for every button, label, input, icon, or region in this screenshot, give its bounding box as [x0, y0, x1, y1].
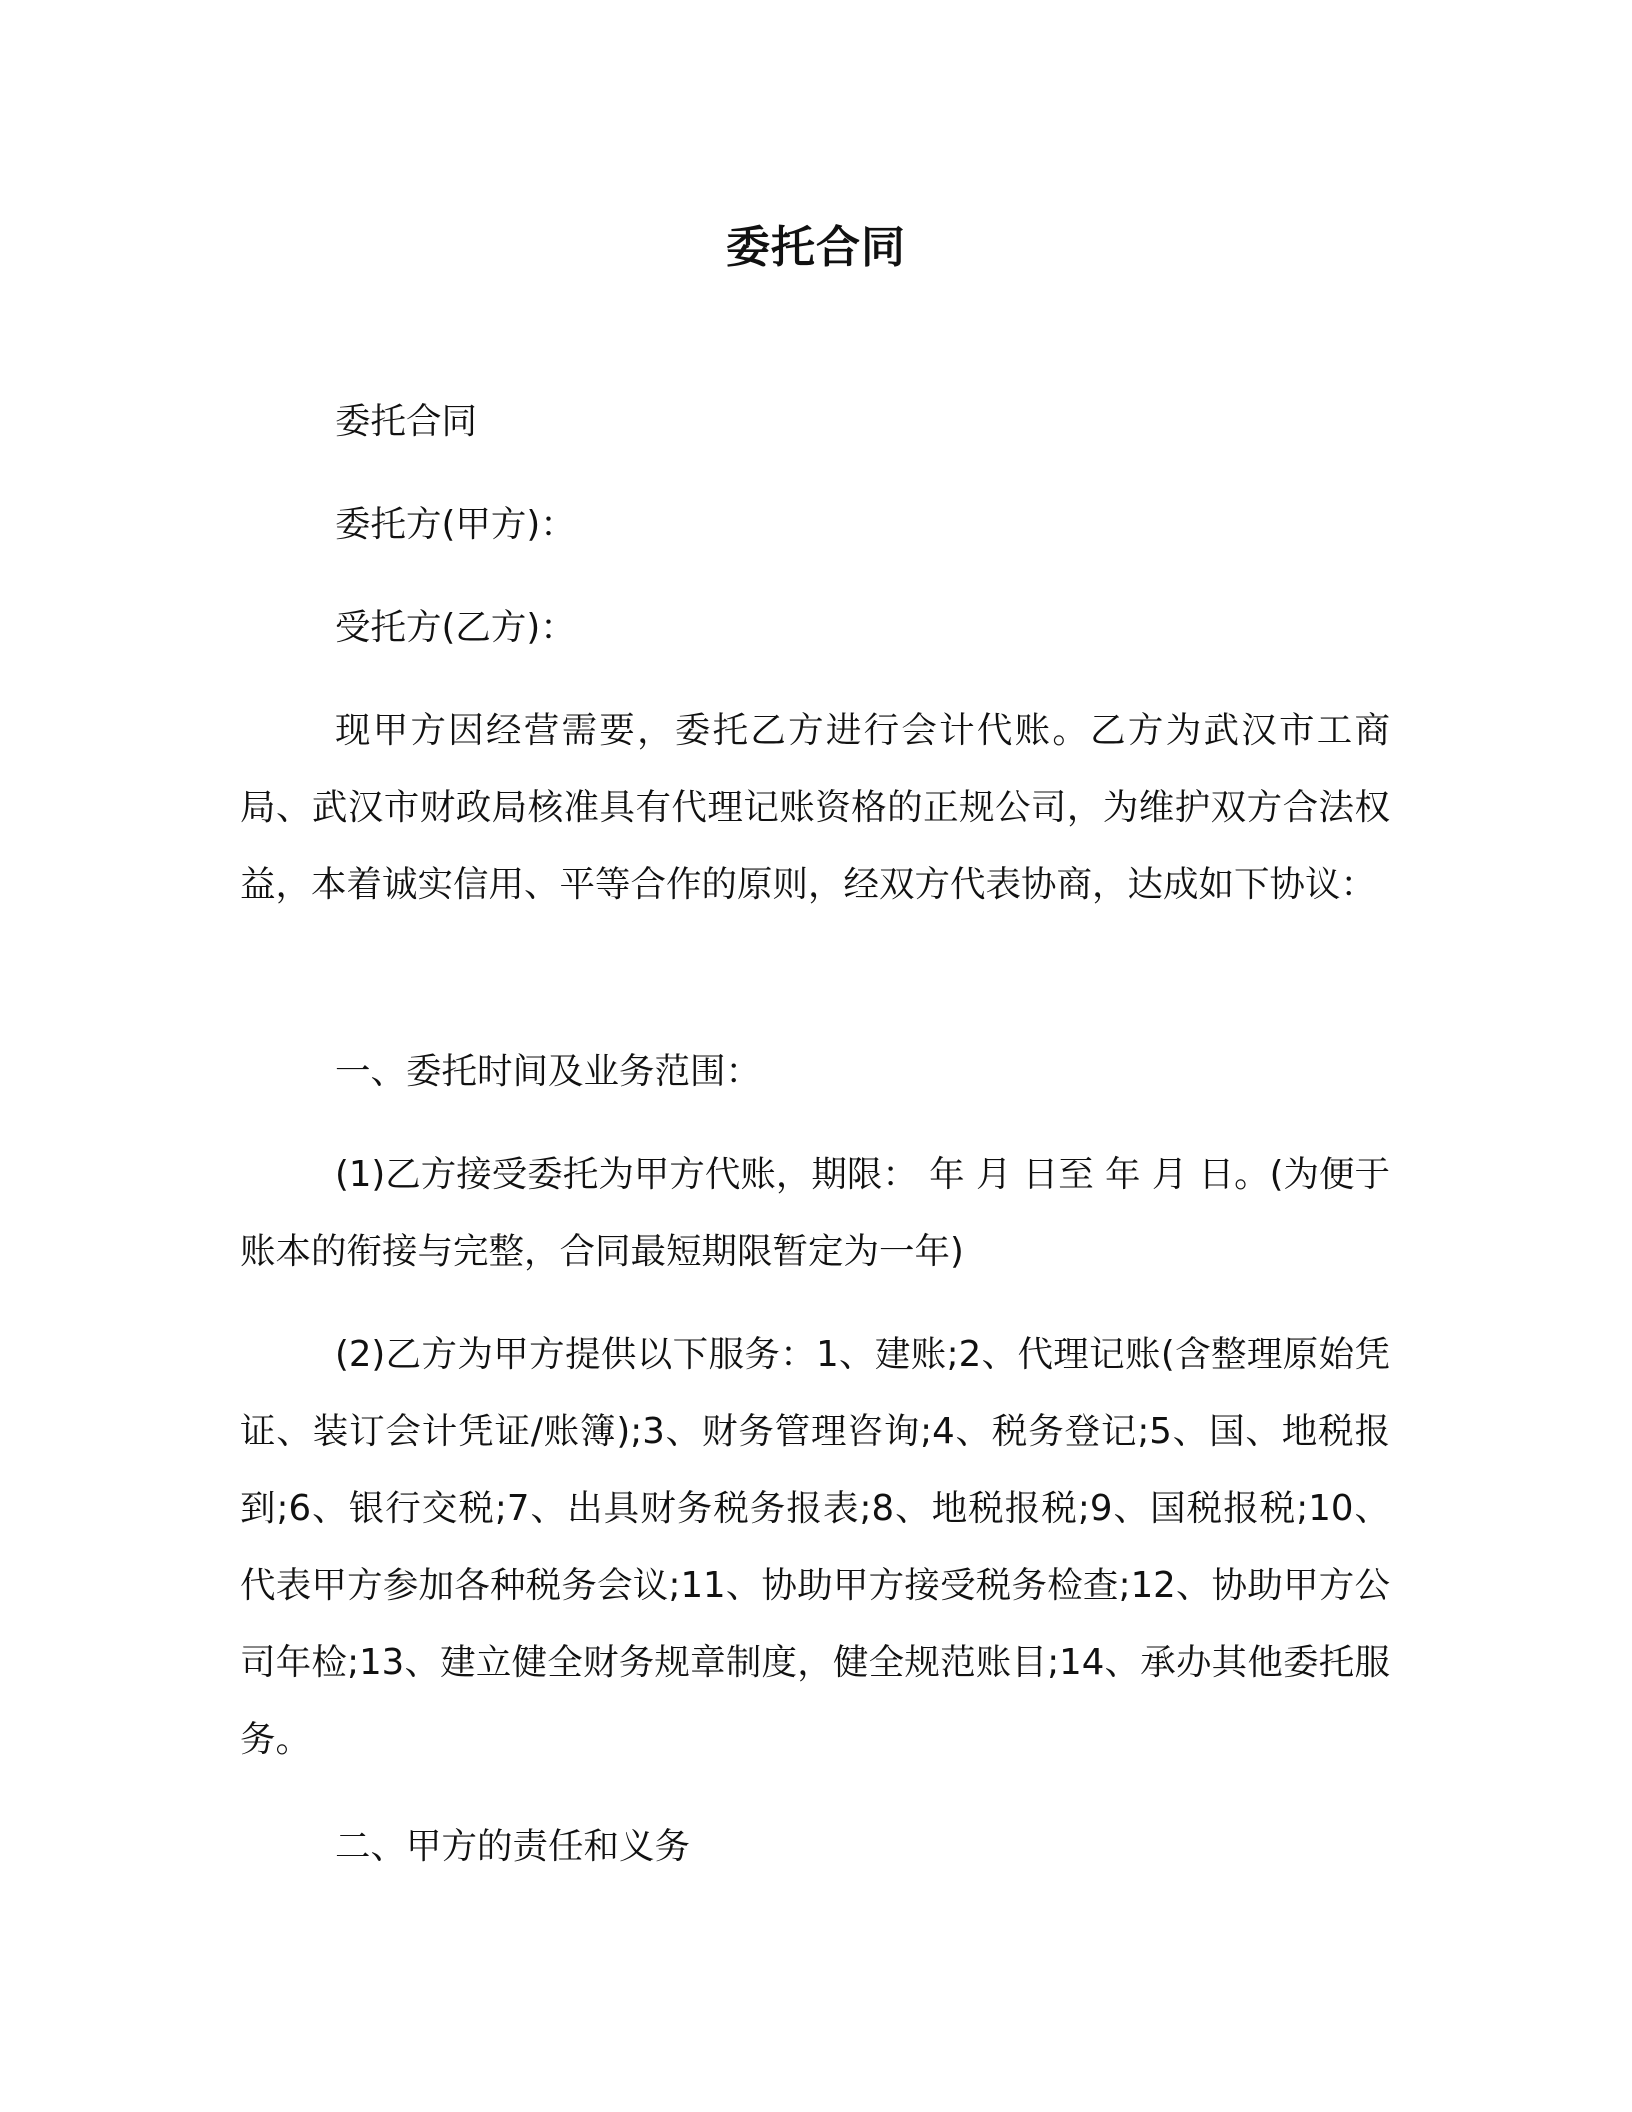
party-a-line: 委托方(甲方)： — [335, 504, 576, 545]
contract-subtitle: 委托合同 — [335, 401, 478, 442]
document-title: 委托合同 — [726, 222, 906, 273]
section-1-heading: 一、委托时间及业务范围： — [335, 1051, 762, 1092]
party-b-line: 受托方(乙方)： — [335, 607, 576, 648]
intro-paragraph: 现甲方因经营需要，委托乙方进行会计代账。乙方为武汉市工商局、武汉市财政局核准具有代理记账资格的正规公司，为维护双方合法权益，本着诚实信用、平等合作的原则，经双方代表协商，达成如下协议： — [240, 710, 1390, 905]
section-1-item-1: (1)乙方接受委托为甲方代账，期限： 年 月 日至 年 月 日。(为便于账本的衔接与完整，合同最短期限暂定为一年) — [240, 1154, 1390, 1272]
section-1-item-2: (2)乙方为甲方提供以下服务：1、建账;2、代理记账(含整理原始凭证、装订会计凭证/账簿);3、财务管理咨询;4、税务登记;5、国、地税报到;6、银行交税;7、出具财务税务报表;8、地税报税;9、国税报税;10、代表甲方参加各种税务会议;11、协助甲方接受税务检查;12、协助甲方公司年检;13、建立健全财务规章制度，健全规范账目;14、承办其他委托服务。 — [240, 1334, 1390, 1760]
section-2-heading: 二、甲方的责任和义务 — [335, 1826, 691, 1867]
